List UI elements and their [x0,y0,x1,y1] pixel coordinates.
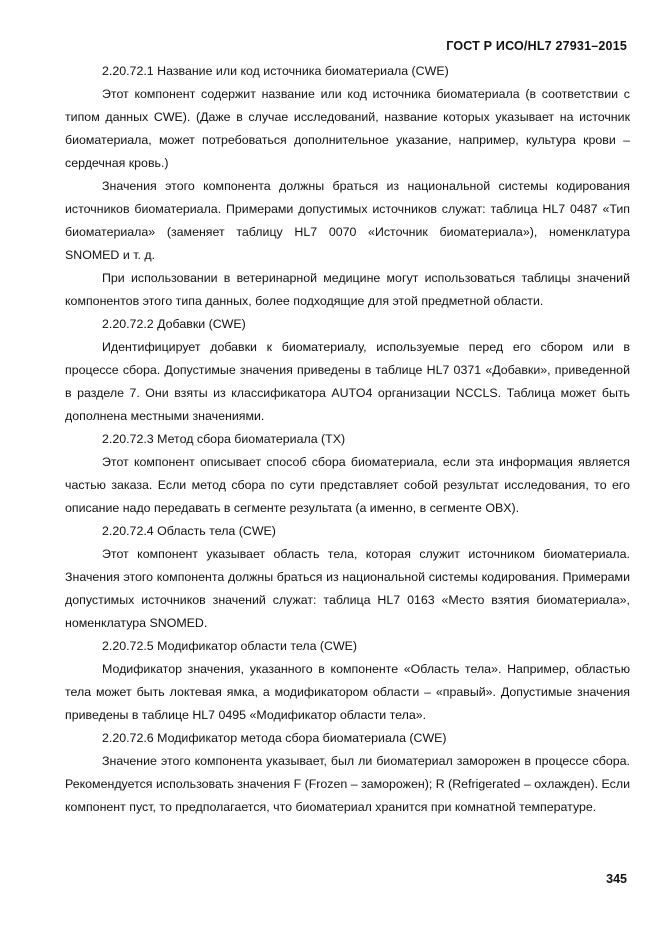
section-heading: 2.20.72.3 Метод сбора биоматериала (TX) [102,432,346,446]
document-header: ГОСТ Р ИСО/HL7 27931–2015 [446,39,627,53]
paragraph: Значения этого компонента должны браться из национальной системы кодирования источников биоматериала. Примерами допустимых источников служат: таблица HL7 0487 «Тип биоматериала» (заменяет таблицу HL7 0070 «Источник биоматериала»), номенклатура SNOMED и т. д. [65,179,630,262]
paragraph: Модификатор значения, указанного в компоненте «Область тела». Например, областью тела может быть локтевая ямка, а модификатором области – «правый». Допустимые значения приведены в таблице HL7 0495 «Модификатор области тела». [65,662,630,722]
document-body [65,60,630,819]
paragraph: Этот компонент описывает способ сбора биоматериала, если эта информация является частью заказа. Если метод сбора по сути представляет собой результат исследования, то его описание надо передавать в сегменте результата (а именно, в сегменте OBX). [65,455,630,515]
section-heading: 2.20.72.2 Добавки (CWE) [102,317,246,331]
page-number: 345 [606,872,627,886]
section-heading: 2.20.72.4 Область тела (CWE) [102,524,276,538]
paragraph: Этот компонент содержит название или код источника биоматериала (в соответствии с типом данных CWE). (Даже в случае исследований, название которых указывает на источник биоматериала, может потребоваться дополнительное указание, например, культура крови – сердечная кровь.) [65,87,630,170]
section-heading: 2.20.72.1 Название или код источника биоматериала (CWE) [102,64,449,78]
section-heading: 2.20.72.6 Модификатор метода сбора биоматериала (CWE) [102,731,447,745]
section-heading: 2.20.72.5 Модификатор области тела (CWE) [102,639,358,653]
paragraph: Идентифицирует добавки к биоматериалу, используемые перед его сбором или в процессе сбора. Допустимые значения приведены в таблице HL7 0371 «Добавки», приведенной в разделе 7. Они взяты из классификатора AUTO4 организации NCCLS. Таблица может быть дополнена местными значениями. [65,340,630,423]
paragraph: Значение этого компонента указывает, был ли биоматериал заморожен в процессе сбора. Рекомендуется использовать значения F (Frozen – заморожен); R (Refrigerated – охлажден). Если компонент пуст, то предполагается, что биоматериал хранится при комнатной температуре. [65,754,630,814]
paragraph: При использовании в ветеринарной медицине могут использоваться таблицы значений компонентов этого типа данных, более подходящие для этой предметной области. [65,271,630,308]
paragraph: Этот компонент указывает область тела, которая служит источником биоматериала. Значения этого компонента должны браться из национальной системы кодирования. Примерами допустимых источников значений служат: таблица HL7 0163 «Место взятия биоматериала», номенклатура SNOMED. [65,547,630,630]
